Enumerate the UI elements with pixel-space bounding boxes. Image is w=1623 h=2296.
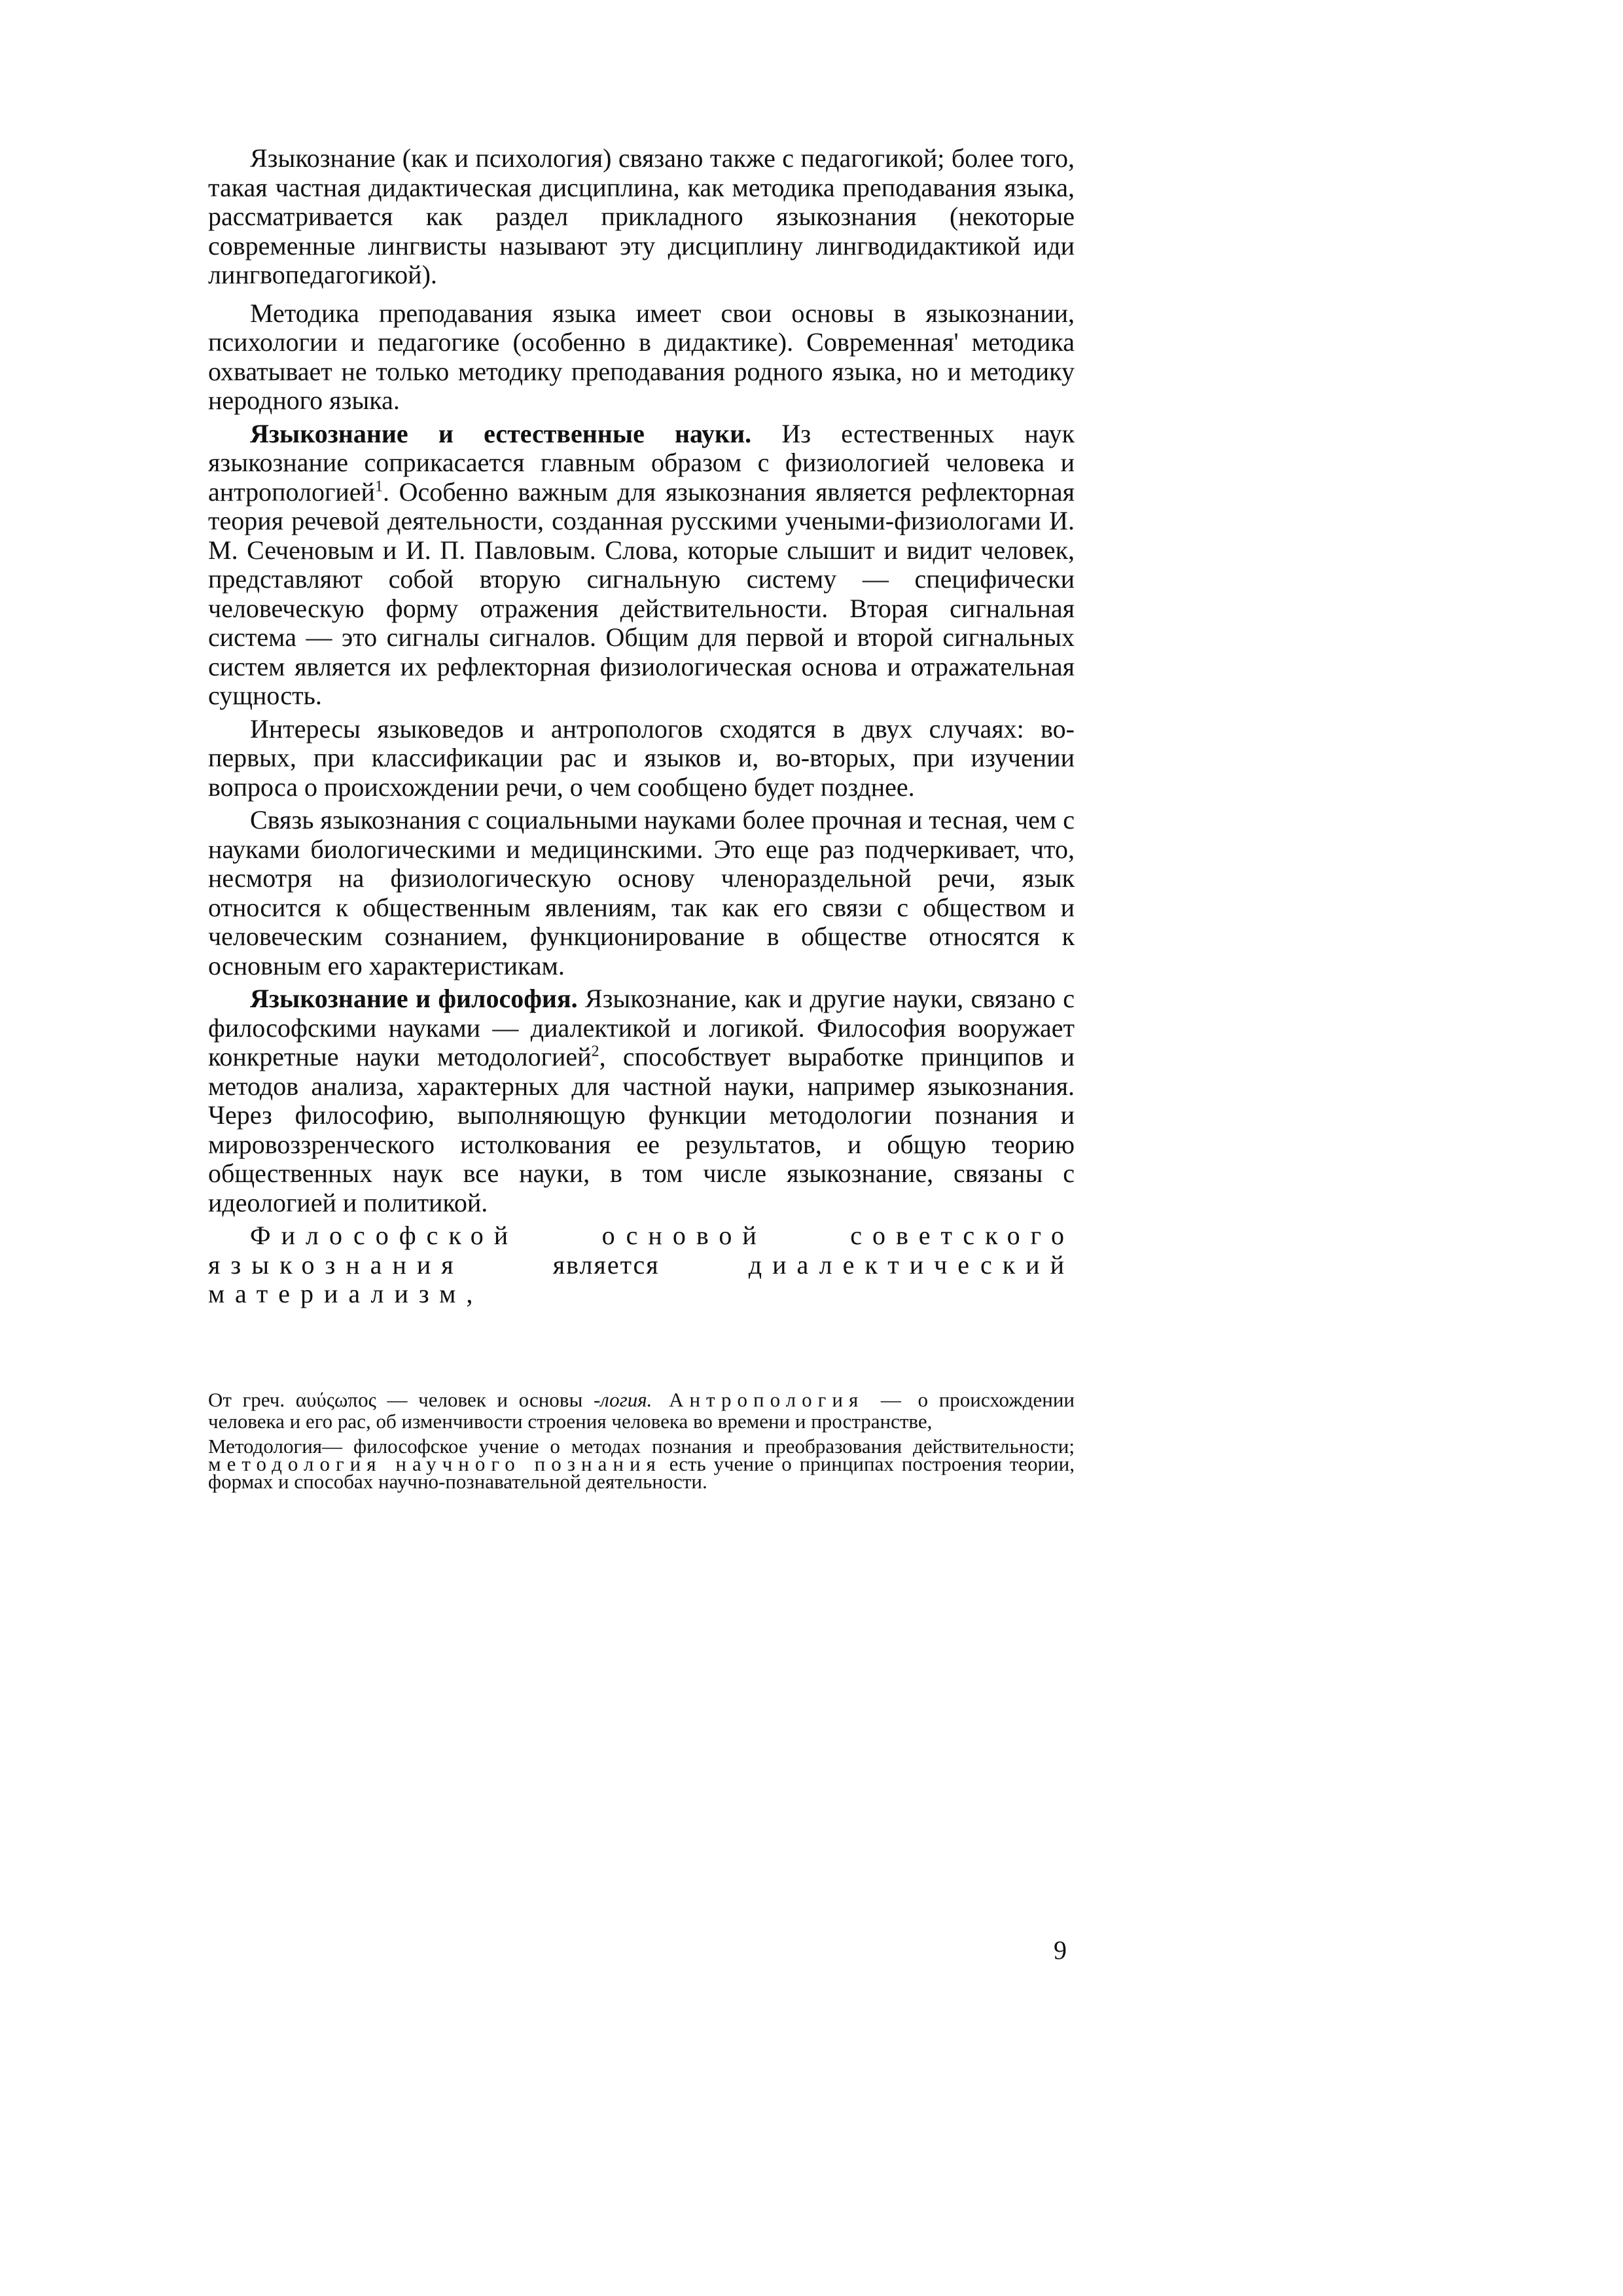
paragraph-methodology: Методика преподавания языка имеет свои основы в языкознании, психологии и педагогике (особенно в дидактике). Современная' методика охватывает не только методику преподавания родного языка, но и методику неродного языка. [208,298,1075,415]
footnote-1-italic: -логия. [593,1388,652,1411]
footnote-ref-1: 1 [374,478,383,495]
text-philosophy-b: , способствует выработке принципов и методов анализа, характерных для частной науки, например языкознания. Через философию, выполняющую функции методологии познания и мировоззренческого истолкования ее результатов, и общую теорию общественных наук все науки, в том числе языкознание, связаны с идеологией и политикой. [208,1042,1075,1217]
text-is: является [463,1249,749,1280]
page-number: 9 [1054,1935,1067,1965]
text-natural-sciences-b: . Особенно важным для языкознания является рефлекторная теория речевой деятельности, созданная русскими учеными-физиологами И. М. Сеченовым и И. П. Павловым. Слова, которые слышит и видит человек, представляют собой вторую сигнальную систему — специфически человеческую форму отражения действительности. Вторая сигнальная система — это сигналы сигналов. Общим для первой и второй сигнальных систем является их рефлекторная физиологическая основа и отражательная сущность. [208,476,1075,710]
text-natural-sciences-a: Из естественных наук языкознание соприкасается главным образом с физиологией человека и антропологией [208,418,1075,507]
footnote-2-spaced: методология научного познания [208,1452,662,1475]
paragraph-social-sciences: Связь языкознания с социальными науками более прочная и тесная, чем с науками биологическими и медицинскими. Это еще раз подчеркивает, что, несмотря на физиологическую основу членораздельной речи, язык относится к общественным явлениям, так как его связи с обществом и человеческим сознанием, функционирование в обществе относятся к основным его характеристикам. [208,805,1075,980]
paragraph-pedagogy: Языкознание (как и психология) связано также с педагогикой; более того, такая частная дидактическая дисциплина, как методика преподавания языка, рассматривается как раздел прикладного языкознания (некоторые современные лингвисты называют эту дисциплину лингводидактикой иди лингвопедагогикой). [208,143,1075,289]
text-philosophy-a: Языкознание, как и другие науки, связано с философскими науками — диалектикой и логикой. Философия вооружает конкретные науки методологией [208,984,1075,1071]
footnote-1-text-b: о происхождении человека и его рас, об изменчивости строения человека во времени и пространстве, [208,1388,1075,1433]
paragraph-anthropologists: Интересы языковедов и антропологов сходятся в двух случаях: во-первых, при классификации рас и языков и, во-вторых, при изучении вопроса о происхождении речи, о чем сообщено будет позднее. [208,713,1075,802]
main-text [208,144,1075,1313]
footnote-ref-2: 2 [591,1043,599,1060]
heading-philosophy: Языкознание и философия. [250,984,578,1013]
footnote-1 [208,1389,1075,1432]
spaced-phrase-materialism: диалектический материализм, [208,1249,1075,1308]
footnote-1-spaced: Антропология — [652,1388,907,1411]
paragraph-natural-sciences [208,420,1075,711]
footnotes [208,1388,1075,1493]
paragraph-materialism [208,1221,1075,1309]
footnote-1-text-a: От греч. αυύςωπος — человек и основы [208,1388,594,1411]
footnote-2-text-a: Методология— философское учение о методах познания и преобразования действительности; [208,1435,1075,1458]
footnote-2-text-b: есть учение о принципах построения теории, формах и способах научно-познавательной деятельности. [208,1452,1075,1493]
heading-natural-sciences: Языкознание и естественные науки. [250,418,752,448]
paragraph-philosophy [208,984,1075,1217]
footnote-2 [208,1435,1075,1493]
spaced-phrase-basis: Философской основой советского языкознания [208,1221,1075,1280]
